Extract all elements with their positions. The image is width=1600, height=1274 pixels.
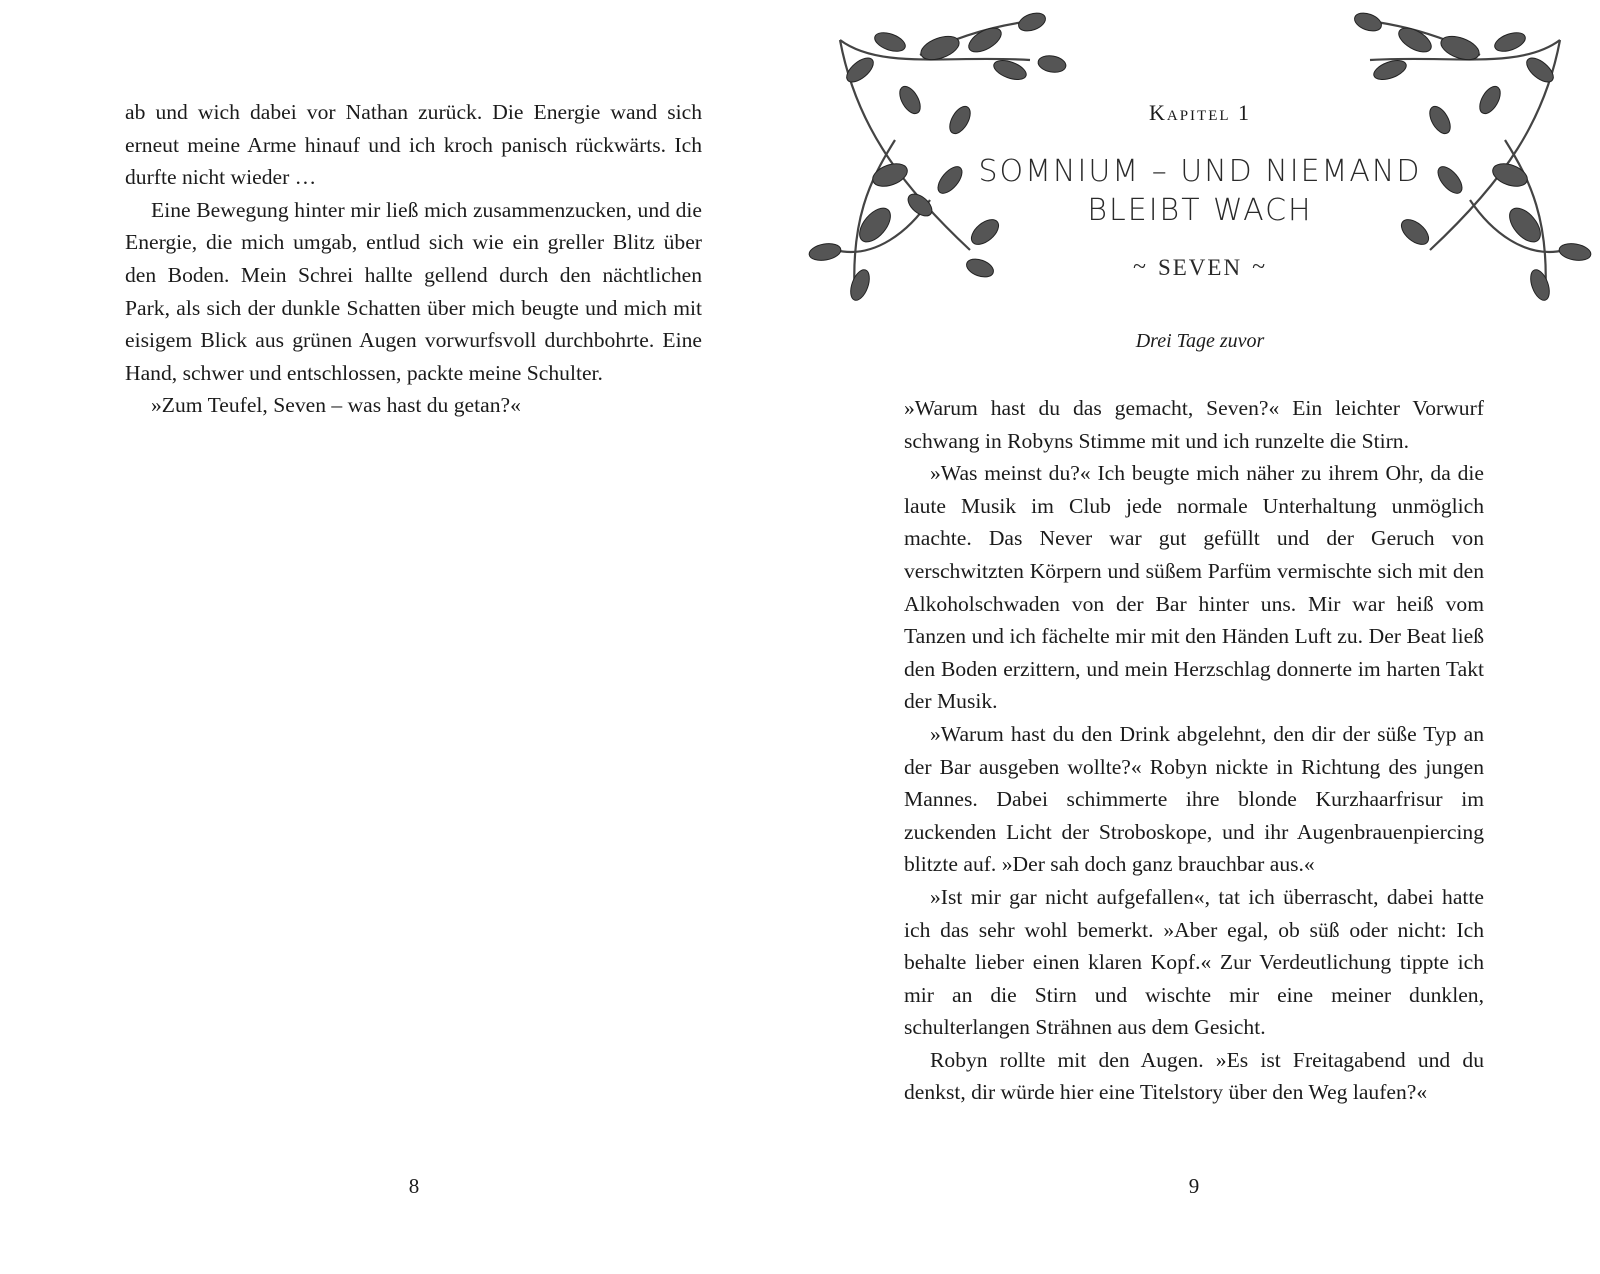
left-page-body bbox=[125, 96, 702, 422]
swash-left-icon: ~ bbox=[1132, 254, 1148, 280]
paragraph: Robyn rollte mit den Augen. »Es ist Freitagabend und du denkst, dir würde hier eine Titelstory über den Weg laufen?« bbox=[904, 1047, 1484, 1105]
paragraph: Eine Bewegung hinter mir ließ mich zusammenzucken, und die Energie, die mich umgab, entlud sich wie ein greller Blitz über den Boden. Mein Schrei hallte gellend durch den nächtlichen Park, als sich der dunkle Schatten über mich beugte und mich mit eisigem Blick aus grünen Augen vorwurfsvoll durchbohrte. Eine Hand, schwer und entschlossen, packte meine Schulter. bbox=[125, 197, 702, 385]
narrator-name: SEVEN bbox=[1157, 254, 1243, 280]
paragraph: ab und wich dabei vor Nathan zurück. Die Energie wand sich erneut meine Arme hinauf und ich kroch panisch rückwärts. Ich durfte nicht wieder … bbox=[125, 100, 702, 190]
chapter-title-line: SOMNIUM – UND NIEMAND bbox=[978, 154, 1422, 189]
page-number: 8 bbox=[408, 1174, 420, 1198]
narrator-heading bbox=[1090, 254, 1310, 281]
paragraph: »Was meinst du?« Ich beugte mich näher zu ihrem Ohr, da die laute Musik im Club jede normale Unterhaltung unmöglich machte. Das Never war gut gefüllt und der Geruch von verschwitzten Körpern und süßem Parfüm vermischte sich mit den Alkoholschwaden von der Bar hinter uns. Mir war heiß vom Tanzen und ich fächelte mir mit den Händen Luft zu. Der Beat ließ den Boden erzittern, und mein Herzschlag donnerte im harten Takt der Musik. bbox=[904, 461, 1484, 714]
chapter-title-line: BLEIBT WACH bbox=[1087, 193, 1313, 228]
dateline: Drei Tage zuvor bbox=[1135, 330, 1265, 352]
chapter-title bbox=[960, 152, 1440, 230]
swash-right-icon: ~ bbox=[1252, 254, 1268, 280]
paragraph: »Warum hast du das gemacht, Seven?« Ein leichter Vorwurf schwang in Robyns Stimme mit und ich runzelte die Stirn. bbox=[904, 396, 1484, 453]
chapter-label: Kapitel 1 bbox=[1148, 100, 1252, 125]
right-page bbox=[800, 0, 1600, 1274]
paragraph: »Ist mir gar nicht aufgefallen«, tat ich überrascht, dabei hatte ich das sehr wohl bemerkt. »Aber egal, ob süß oder nicht: Ich behalte lieber einen klaren Kopf.« Zur Verdeutlichung tippte ich mir an die Stirn und wischte mir eine meiner dunklen, schulterlangen Strähnen aus dem Gesicht. bbox=[904, 884, 1484, 1040]
right-page-body bbox=[904, 392, 1484, 1109]
paragraph: »Zum Teufel, Seven – was hast du getan?« bbox=[151, 393, 521, 418]
page-number: 9 bbox=[1188, 1174, 1200, 1198]
paragraph: »Warum hast du den Drink abgelehnt, den dir der süße Typ an der Bar ausgeben wollte?« Robyn nickte in Richtung des jungen Mannes. Dabei schimmerte ihre blonde Kurzhaarfrisur im zuckenden Licht der Stroboskope, und ihr Augenbrauenpiercing blitzte auf. »Der sah doch ganz brauchbar aus.« bbox=[904, 721, 1484, 877]
